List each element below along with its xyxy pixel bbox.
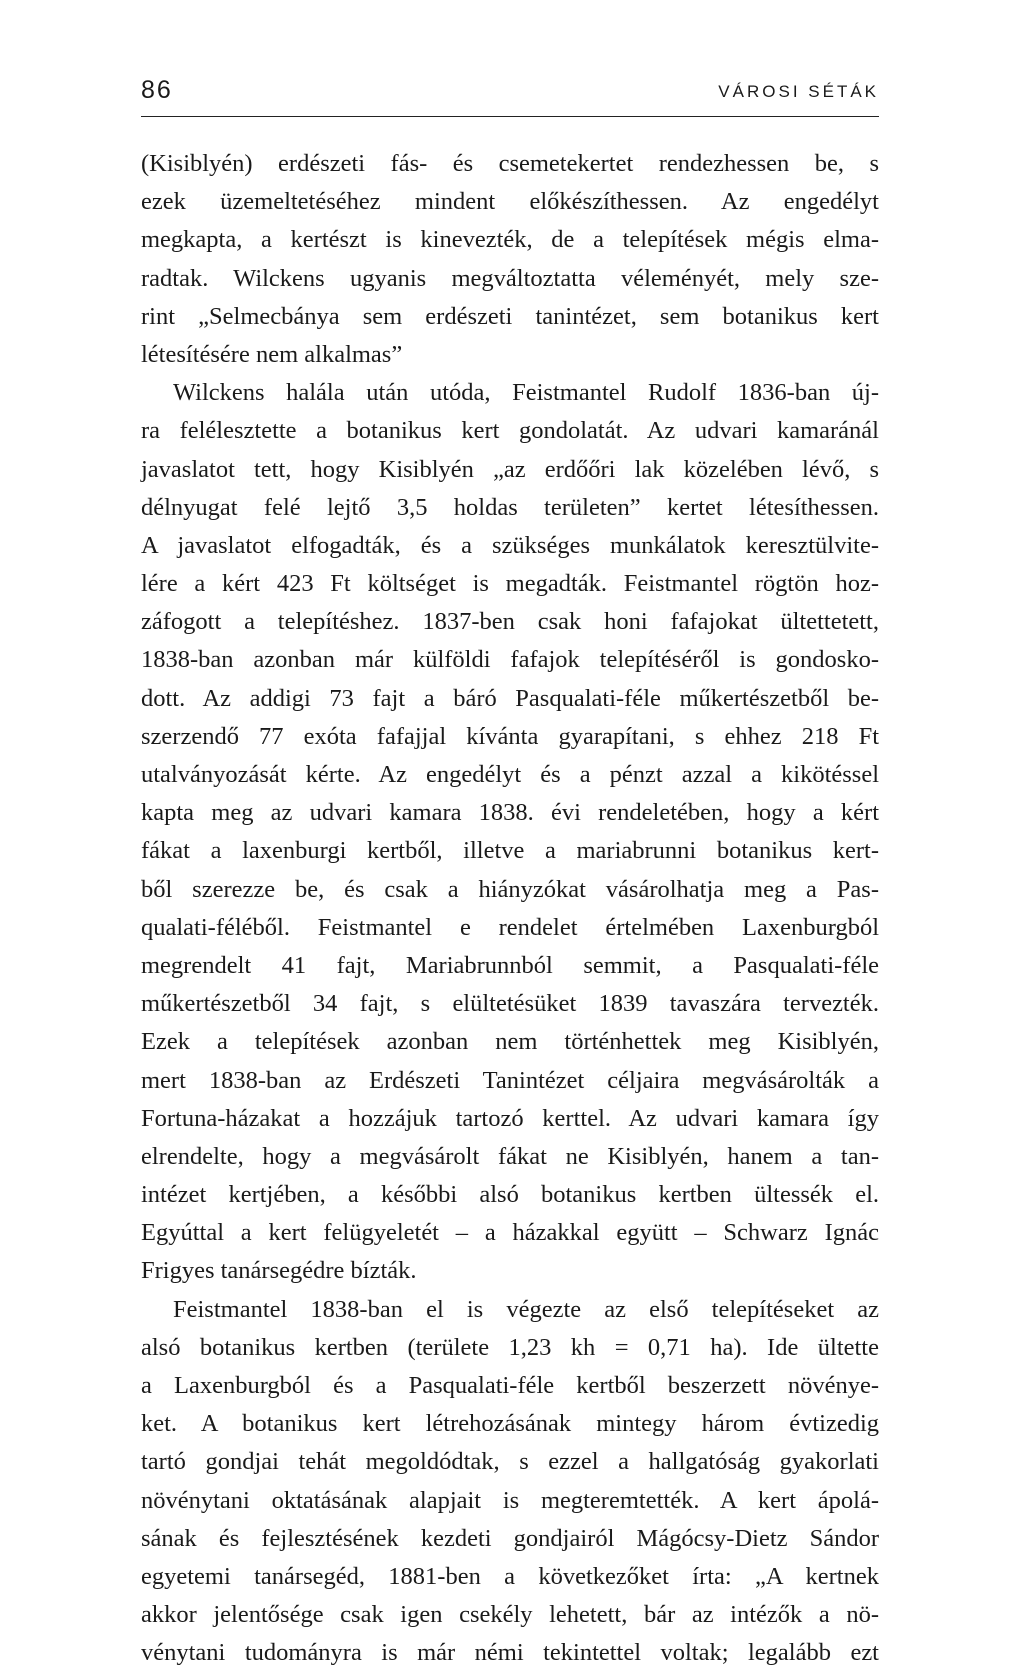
text-line: vénytani tudományra is már némi tekintettel voltak; legalább ezt <box>141 1639 879 1667</box>
text-line: szerzendő 77 exóta fafajjal kívánta gyarapítani, s ehhez 218 Ft <box>141 722 879 750</box>
text-line: javaslatot tett, hogy Kisiblyén „az erdőőri lak közelében lévő, s <box>141 455 879 483</box>
body-text <box>141 145 879 1673</box>
text-line: elrendelte, hogy a megvásárolt fákat ne Kisiblyén, hanem a tan- <box>141 1142 879 1170</box>
text-line: ra felélesztette a botanikus kert gondolatát. Az udvari kamaránál <box>141 417 879 445</box>
running-title: VÁROSI SÉTÁK <box>718 82 879 101</box>
text-line: intézet kertjében, a későbbi alsó botanikus kertben ültessék el. <box>141 1181 879 1209</box>
text-line: Frigyes tanársegédre bízták. <box>141 1257 417 1285</box>
text-line: lére a kért 423 Ft költséget is megadták. Feistmantel rögtön hoz- <box>141 570 879 598</box>
running-header <box>141 68 879 117</box>
text-line: megrendelt 41 fajt, Mariabrunnból semmit, a Pasqualati-féle <box>141 951 879 979</box>
text-line: növénytani oktatásának alapjait is megteremtették. A kert ápolá- <box>141 1486 879 1514</box>
text-line: (Kisiblyén) erdészeti fás- és csemetekertet rendezhessen be, s <box>141 150 879 177</box>
text-line: utalványozását kérte. Az engedélyt és a pénzt azzal a kikötéssel <box>141 761 879 788</box>
text-line: Feistmantel 1838-ban el is végezte az első telepítéseket az <box>173 1295 879 1323</box>
text-line: ezek üzemeltetéséhez mindent előkészíthessen. Az engedélyt <box>141 188 879 216</box>
text-line: sának és fejlesztésének kezdeti gondjairól Mágócsy-Dietz Sándor <box>141 1524 879 1552</box>
text-line: 1838-ban azonban már külföldi fafajok telepítéséről is gondosko- <box>141 646 879 674</box>
text-line: dott. Az addigi 73 fajt a báró Pasqualati-féle műkertészetből be- <box>141 684 879 712</box>
text-line: A javaslatot elfogadták, és a szükséges munkálatok keresztülvite- <box>141 531 879 559</box>
text-line: mert 1838-ban az Erdészeti Tanintézet céljaira megvásárolták a <box>141 1066 879 1094</box>
text-line: Ezek a telepítések azonban nem történhettek meg Kisiblyén, <box>141 1028 879 1056</box>
text-line: rint „Selmecbánya sem erdészeti tanintézet, sem botanikus kert <box>141 302 879 330</box>
text-line: délnyugat felé lejtő 3,5 holdas területen” kertet létesíthessen. <box>141 493 879 521</box>
text-line: Egyúttal a kert felügyeletét – a házakkal együtt – Schwarz Ignác <box>141 1219 879 1247</box>
text-line: ket. A botanikus kert létrehozásának mintegy három évtizedig <box>141 1410 879 1438</box>
text-line: kapta meg az udvari kamara 1838. évi rendeletében, hogy a kért <box>141 799 879 827</box>
text-line: Fortuna-házakat a hozzájuk tartozó kerttel. Az udvari kamara így <box>141 1104 879 1132</box>
book-page <box>141 68 879 1673</box>
text-line: egyetemi tanársegéd, 1881-ben a következőket írta: „A kertnek <box>141 1562 879 1590</box>
text-line: akkor jelentősége csak igen csekély lehetett, bár az intézők a nö- <box>141 1601 879 1629</box>
text-line: létesítésére nem alkalmas” <box>141 340 403 368</box>
text-line: ből szerezze be, és csak a hiányzókat vásárolhatja meg a Pas- <box>141 875 879 903</box>
text-line: záfogott a telepítéshez. 1837-ben csak honi fafajokat ültettetett, <box>141 608 879 636</box>
text-line: fákat a laxenburgi kertből, illetve a mariabrunni botanikus kert- <box>141 837 879 865</box>
text-line: alsó botanikus kertben (területe 1,23 kh = 0,71 ha). Ide ültette <box>141 1333 879 1361</box>
text-line: műkertészetből 34 fajt, s elültetésüket 1839 tavaszára tervezték. <box>141 990 879 1018</box>
text-line: qualati-féléből. Feistmantel e rendelet értelmében Laxenburgból <box>141 913 879 941</box>
text-line: tartó gondjai tehát megoldódtak, s ezzel a hallgatóság gyakorlati <box>141 1448 879 1476</box>
text-line: megkapta, a kertészt is kinevezték, de a telepítések mégis elma- <box>141 226 879 254</box>
text-line: Wilckens halála után utóda, Feistmantel Rudolf 1836-ban új- <box>173 379 879 407</box>
text-line: radtak. Wilckens ugyanis megváltoztatta véleményét, mely sze- <box>141 264 879 292</box>
text-line: a Laxenburgból és a Pasqualati-féle kertből beszerzett növénye- <box>141 1372 879 1399</box>
page-number: 86 <box>141 76 173 104</box>
